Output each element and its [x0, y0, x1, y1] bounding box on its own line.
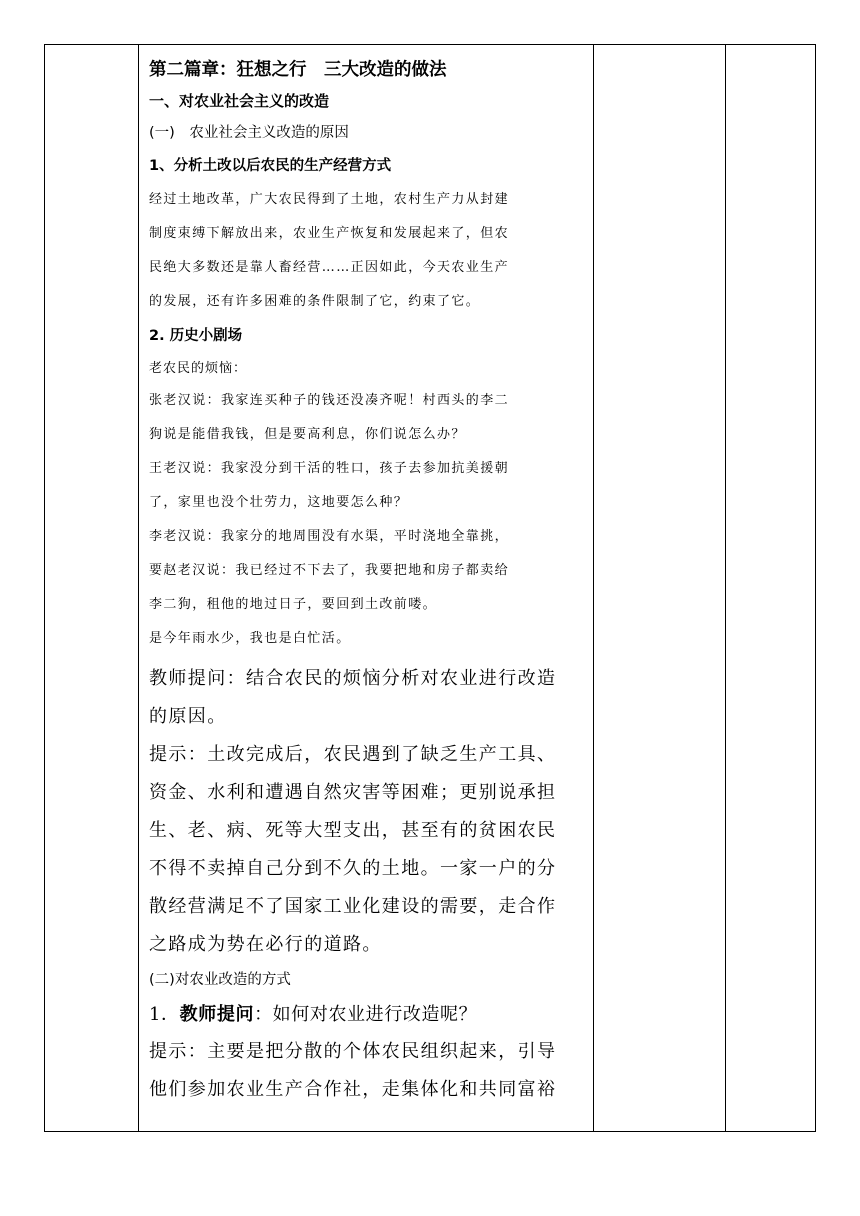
drama-line: 张老汉说：我家连买种子的钱还没凑齐呢！村西头的李二: [149, 393, 510, 408]
hint-line: 生、老、病、死等大型支出，甚至有的贫困农民: [149, 820, 557, 841]
drama-line: 李二狗，租他的地过日子，要回到土改前喽。: [149, 597, 438, 612]
hint-line: 散经营满足不了国家工业化建设的需要，走合作: [149, 896, 557, 917]
hint-line: 资金、水利和遭遇自然灾害等困难；更别说承担: [149, 782, 557, 803]
drama-line: 老农民的烦恼：: [149, 361, 248, 376]
drama-line: 了，家里也没个壮劳力，这地要怎么种？: [149, 495, 409, 510]
item-heading: 1、分析土改以后农民的生产经营方式: [149, 158, 392, 174]
column-divider: [138, 45, 139, 1131]
chapter-title: 第二篇章：狂想之行 三大改造的做法: [149, 60, 447, 80]
hint-2-paragraph: [149, 1033, 595, 1109]
hint-line: 他们参加农业生产合作社，走集体化和共同富裕: [149, 1079, 557, 1100]
hint-line: 之路成为势在必行的道路。: [149, 934, 382, 955]
subsection-heading: (二)对农业改造的方式: [149, 972, 291, 988]
section-heading: 一、对农业社会主义的改造: [149, 92, 330, 110]
subsection-heading: (一) 农业社会主义改造的原因: [149, 125, 349, 141]
item-heading: 2. 历史小剧场: [149, 328, 243, 344]
teacher-question: [149, 660, 595, 736]
lesson-table: [44, 44, 816, 1132]
question-number: 1．: [149, 1004, 180, 1025]
teacher-question-line: 教师提问：结合农民的烦恼分析对农业进行改造: [149, 668, 557, 689]
drama-line: 王老汉说：我家没分到干活的牲口，孩子去参加抗美援朝: [149, 461, 510, 476]
quote-paragraph: [149, 183, 595, 319]
quote-line: 制度束缚下解放出来，农业生产恢复和发展起来了，但农: [149, 226, 510, 241]
hint-line: 提示：主要是把分散的个体农民组织起来，引导: [149, 1041, 557, 1062]
hint-paragraph: [149, 736, 595, 964]
hint-line: 提示：土改完成后，农民遇到了缺乏生产工具、: [149, 744, 557, 765]
teacher-question-line: 的原因。: [149, 706, 227, 727]
drama-line: 是今年雨水少，我也是白忙活。: [149, 631, 351, 646]
drama-line: 狗说是能借我钱，但是要高利息，你们说怎么办？: [149, 427, 466, 442]
drama-line: 李老汉说：我家分的地周围没有水渠，平时浇地全靠挑，: [149, 529, 510, 544]
quote-line: 民绝大多数还是靠人畜经营……正因如此，今天农业生产: [149, 260, 510, 275]
question-label: 教师提问: [179, 1004, 255, 1025]
drama-line: 要赵老汉说：我已经过不下去了，我要把地和房子都卖给: [149, 563, 510, 578]
hint-line: 不得不卖掉自己分到不久的土地。一家一户的分: [149, 858, 557, 879]
question-2: [149, 996, 595, 1033]
quote-line: 经过土地改革，广大农民得到了土地，农村生产力从封建: [149, 192, 510, 207]
quote-line: 的发展，还有许多困难的条件限制了它，约束了它。: [149, 294, 481, 309]
lesson-content-cell: [149, 55, 595, 1109]
column-divider: [725, 45, 726, 1131]
drama-paragraph: [149, 353, 595, 656]
question-text: ：如何对农业进行改造呢？: [254, 1004, 478, 1025]
